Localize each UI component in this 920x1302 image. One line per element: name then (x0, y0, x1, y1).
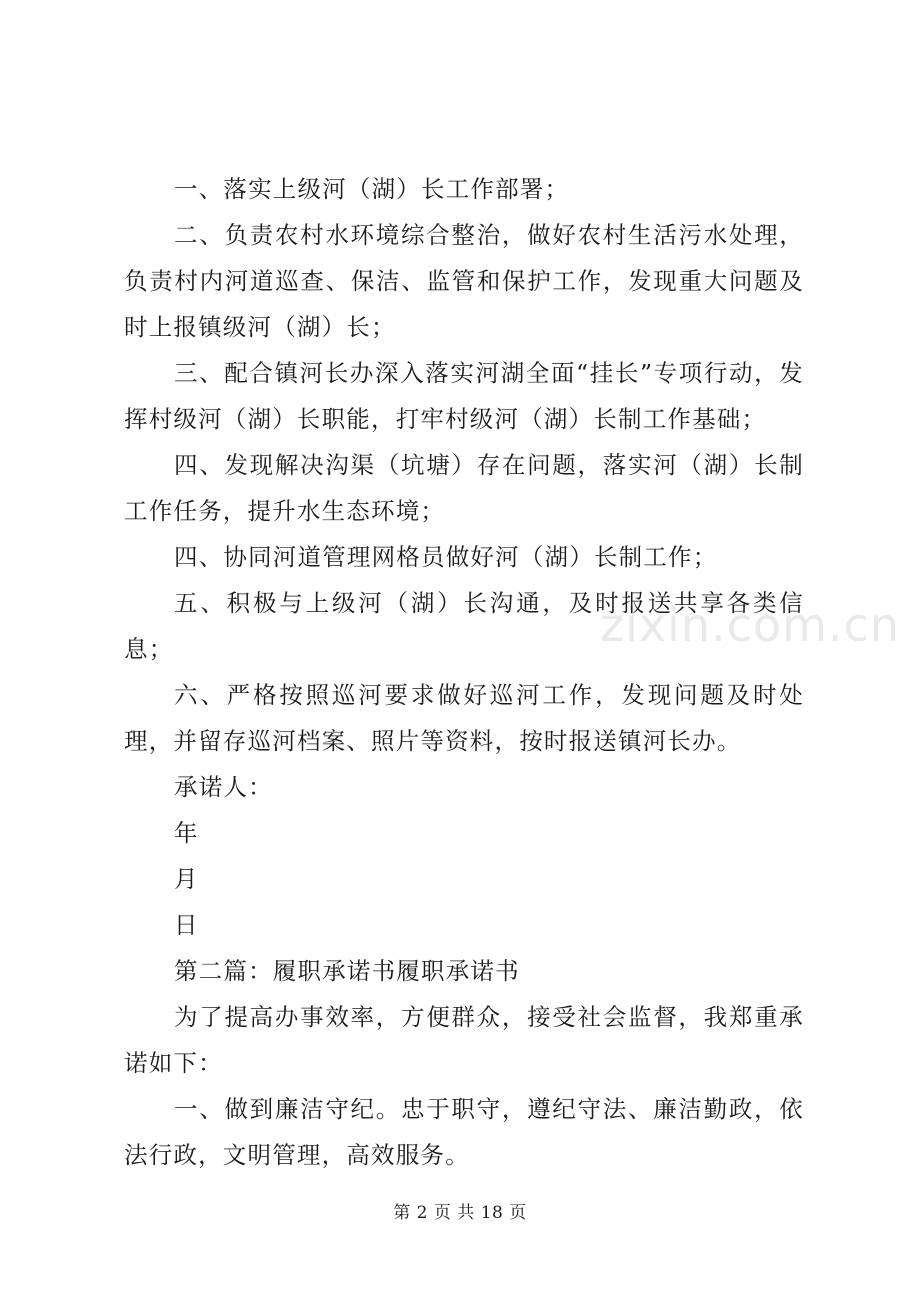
paragraph: 三、配合镇河长办深入落实河湖全面“挂长”专项行动，发挥村级河（湖）长职能，打牢村级河（湖）长制工作基础； (124, 359, 804, 433)
date-year: 年 (174, 819, 199, 847)
page-footer: 第 2 页 共 18 页 (393, 1203, 527, 1223)
paragraph: 六、严格按照巡河要求做好巡河工作，发现问题及时处理，并留存巡河档案、照片等资料，按时报送镇河长办。 (124, 681, 804, 755)
paragraph: 二、负责农村水环境综合整治，做好农村生活污水处理，负责村内河道巡查、保洁、监管和保护工作，发现重大问题及时上报镇级河（湖）长； (124, 221, 804, 341)
section-title: 第二篇：履职承诺书履职承诺书 (174, 957, 520, 985)
paragraph: 为了提高办事效率，方便群众，接受社会监督，我郑重承诺如下： (124, 1003, 804, 1077)
paragraph: 四、协同河道管理网格员做好河（湖）长制工作； (174, 543, 718, 571)
document-body (124, 166, 804, 1178)
paragraph: 一、落实上级河（湖）长工作部署； (174, 175, 570, 203)
date-month: 月 (174, 865, 199, 893)
date-day: 日 (174, 911, 199, 939)
paragraph: 五、积极与上级河（湖）长沟通，及时报送共享各类信息； (124, 589, 804, 663)
paragraph: 一、做到廉洁守纪。忠于职守，遵纪守法、廉洁勤政，依法行政，文明管理，高效服务。 (124, 1095, 804, 1169)
paragraph: 四、发现解决沟渠（坑塘）存在问题，落实河（湖）长制工作任务，提升水生态环境； (124, 451, 804, 525)
signature-label: 承诺人： (174, 773, 273, 801)
watermark: zixin.com.cn (600, 598, 901, 652)
